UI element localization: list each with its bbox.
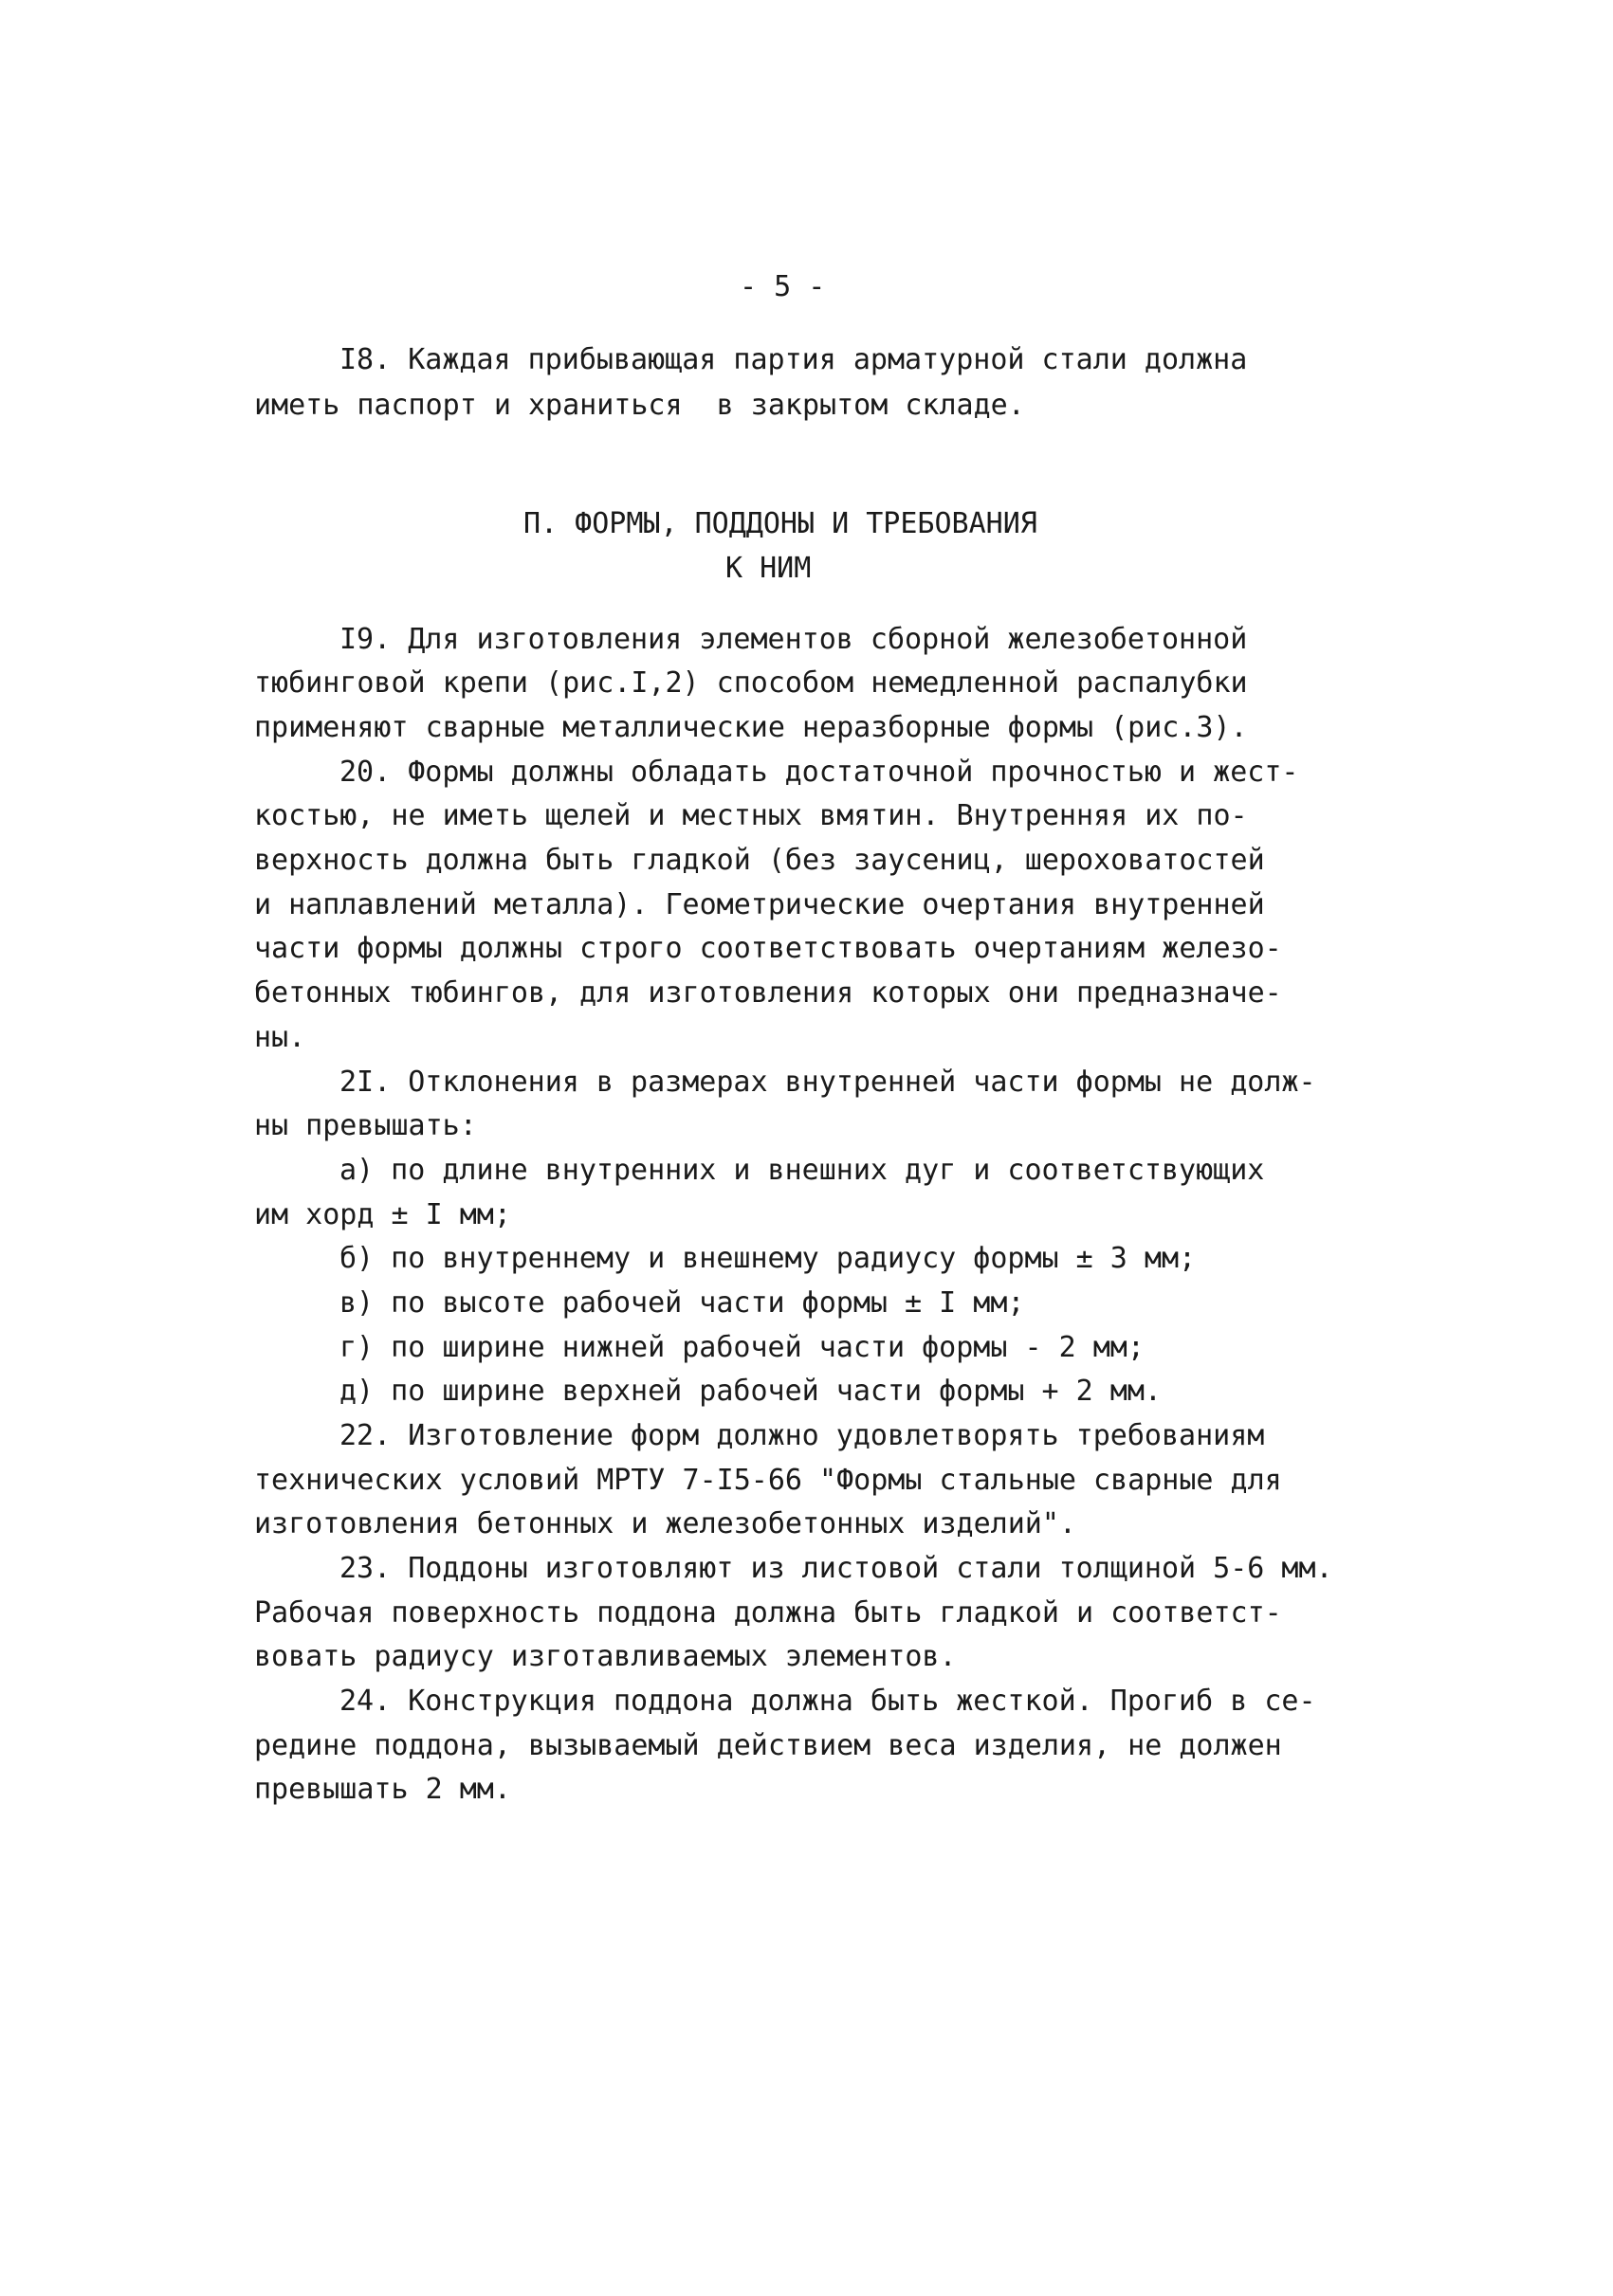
paragraph-19-line-3: применяют сварные металлические неразборные формы (рис.3).: [254, 711, 1248, 744]
list-item-g: г) по ширине нижней рабочей части формы - 2 мм;: [339, 1331, 1145, 1364]
list-item-a-line-2: им хорд ± I мм;: [254, 1198, 511, 1231]
list-item-d: д) по ширине верхней рабочей части формы + 2 мм.: [339, 1375, 1162, 1408]
paragraph-18-line-2: иметь паспорт и храниться в закрытом складе.: [254, 389, 1025, 422]
list-item-b: б) по внутреннему и внешнему радиусу формы ± 3 мм;: [339, 1242, 1197, 1275]
paragraph-20-line-6: бетонных тюбингов, для изготовления которых они предназначе-: [254, 976, 1282, 1010]
paragraph-21-line-2: ны превышать:: [254, 1109, 477, 1142]
paragraph-20-line-3: верхность должна быть гладкой (без заусениц, шероховатостей: [254, 844, 1265, 877]
paragraph-23-line-3: вовать радиусу изготавливаемых элементов.: [254, 1640, 957, 1673]
paragraph-20-line-1: 20. Формы должны обладать достаточной прочностью и жест-: [339, 756, 1299, 789]
paragraph-19-line-1: I9. Для изготовления элементов сборной железобетонной: [339, 623, 1248, 656]
paragraph-22-line-3: изготовления бетонных и железобетонных изделий".: [254, 1507, 1076, 1540]
section-title-line-2: К НИМ: [725, 552, 812, 585]
paragraph-19-line-2: тюбинговой крепи (рис.I,2) способом немедленной распалубки: [254, 666, 1248, 700]
paragraph-21-line-1: 2I. Отклонения в размерах внутренней части формы не долж-: [339, 1066, 1316, 1099]
paragraph-20-line-7: ны.: [254, 1021, 306, 1054]
paragraph-18-line-1: I8. Каждая прибывающая партия арматурной стали должна: [339, 343, 1248, 376]
paragraph-23-line-2: Рабочая поверхность поддона должна быть гладкой и соответст-: [254, 1596, 1282, 1630]
paragraph-22-line-2: технических условий МРТУ 7-I5-66 "Формы стальные сварные для: [254, 1464, 1282, 1497]
paragraph-24-line-2: редине поддона, вызываемый действием веса изделия, не должен: [254, 1729, 1282, 1762]
section-title-line-1: П. ФОРМЫ, ПОДДОНЫ И ТРЕБОВАНИЯ: [523, 507, 1037, 540]
paragraph-24-line-1: 24. Конструкция поддона должна быть жесткой. Прогиб в се-: [339, 1685, 1316, 1718]
paragraph-24-line-3: превышать 2 мм.: [254, 1773, 511, 1806]
list-item-v: в) по высоте рабочей части формы ± I мм;: [339, 1286, 1025, 1320]
paragraph-22-line-1: 22. Изготовление форм должно удовлетворять требованиям: [339, 1419, 1265, 1452]
list-item-a-line-1: а) по длине внутренних и внешних дуг и соответствующих: [339, 1154, 1265, 1187]
page-number: - 5 -: [740, 270, 826, 303]
paragraph-23-line-1: 23. Поддоны изготовляют из листовой стали толщиной 5-6 мм.: [339, 1552, 1333, 1585]
paragraph-20-line-5: части формы должны строго соответствовать очертаниям железо-: [254, 932, 1282, 965]
paragraph-20-line-2: костью, не иметь щелей и местных вмятин. Внутренняя их по-: [254, 799, 1248, 832]
paragraph-20-line-4: и наплавлений металла). Геометрические очертания внутренней: [254, 888, 1265, 921]
